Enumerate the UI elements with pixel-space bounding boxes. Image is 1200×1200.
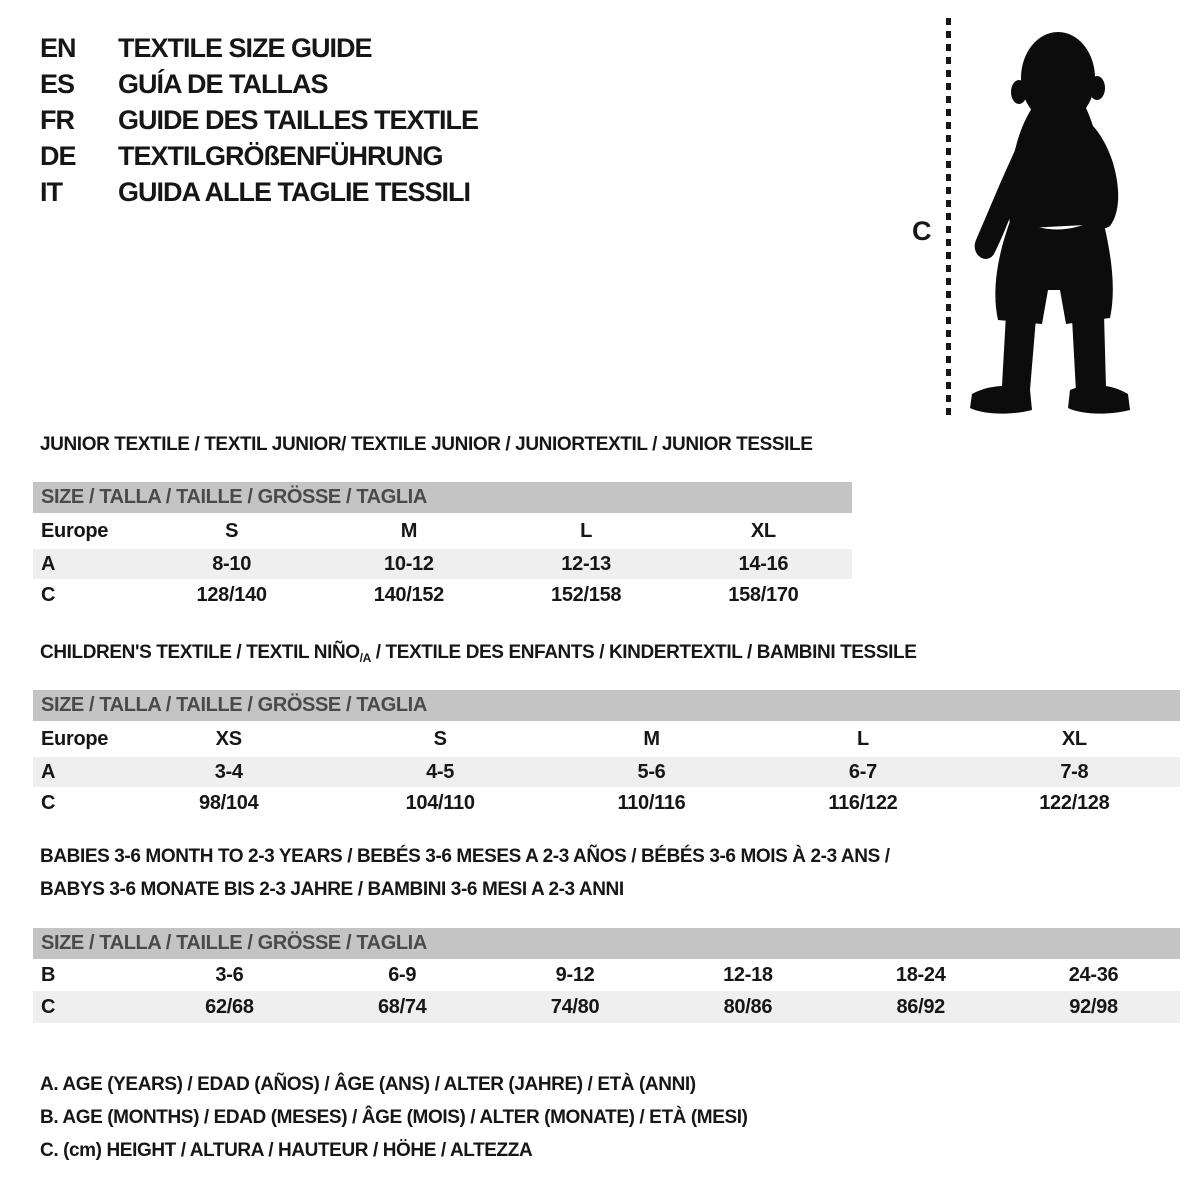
table-cell: 74/80	[550, 995, 600, 1018]
table-cell: 24-36	[1068, 963, 1119, 986]
table-cell: 5-6	[637, 760, 666, 783]
row-label: B	[41, 963, 56, 986]
size-header-label: SIZE / TALLA / TAILLE / GRÖSSE / TAGLIA	[41, 694, 427, 716]
row-label: C	[41, 995, 56, 1018]
baby-silhouette-image	[966, 18, 1136, 421]
table-cell: 62/68	[205, 995, 254, 1018]
table-cell: 14-16	[738, 552, 789, 575]
table-cell: 9-12	[555, 963, 595, 986]
column-header: L	[856, 727, 869, 750]
table-cell: 116/122	[828, 791, 898, 814]
column-header: L	[580, 519, 593, 542]
table-cell: 6-9	[388, 963, 417, 986]
table-cell: 10-12	[384, 552, 434, 575]
column-header: M	[643, 727, 660, 750]
table-cell: 68/74	[377, 995, 427, 1018]
table-cell: 86/92	[896, 995, 945, 1018]
babies-section-title	[40, 840, 890, 906]
babies-title-line1: BABIES 3-6 MONTH TO 2-3 YEARS / BEBÉS 3-6 MESES A 2-3 AÑOS / BÉBÉS 3-6 MOIS À 2-3 ANS /	[40, 846, 890, 867]
row-label: A	[41, 760, 56, 783]
region-label: Europe	[41, 519, 109, 542]
column-header: M	[400, 519, 418, 542]
language-title: TEXTILGRÖßENFÜHRUNG	[118, 140, 443, 171]
language-row-es	[40, 66, 478, 102]
language-code: EN	[40, 32, 76, 63]
row-label: C	[41, 583, 56, 606]
language-code: IT	[40, 176, 62, 207]
table-cell: 92/98	[1069, 995, 1118, 1018]
junior-age-row	[33, 549, 852, 579]
column-header: XL	[1061, 727, 1087, 750]
language-title: GUÍA DE TALLAS	[118, 68, 328, 99]
measure-legend	[40, 1068, 748, 1167]
language-code: FR	[40, 104, 74, 135]
children-header-row	[33, 721, 1180, 757]
table-cell: 6-7	[848, 760, 877, 783]
size-header-label: SIZE / TALLA / TAILLE / GRÖSSE / TAGLIA	[41, 486, 427, 508]
table-cell: 152/158	[551, 583, 622, 606]
language-title: GUIDE DES TAILLES TEXTILE	[118, 104, 479, 135]
size-header-label: SIZE / TALLA / TAILLE / GRÖSSE / TAGLIA	[41, 932, 427, 954]
language-code: DE	[40, 140, 76, 171]
children-size-table	[33, 690, 1180, 819]
table-cell: 122/128	[1039, 791, 1110, 814]
table-cell: 80/86	[723, 995, 773, 1018]
table-cell: 8-10	[212, 552, 252, 575]
table-cell: 7-8	[1060, 760, 1089, 783]
table-cell: 140/152	[373, 583, 444, 606]
babies-title-line2: BABYS 3-6 MONATE BIS 2-3 JAHRE / BAMBINI 3-6 MESI A 2-3 ANNI	[40, 879, 624, 900]
table-cell: 3-4	[214, 760, 243, 783]
table-cell: 110/116	[617, 791, 686, 814]
size-header-bar	[33, 690, 1180, 721]
column-header: S	[225, 519, 239, 542]
language-row-it	[40, 174, 478, 210]
size-header-bar	[33, 928, 1180, 959]
language-row-de	[40, 138, 478, 174]
junior-size-table	[33, 482, 852, 611]
table-cell: 98/104	[199, 791, 259, 814]
language-title: TEXTILE SIZE GUIDE	[118, 32, 372, 63]
language-title-list	[40, 30, 478, 210]
column-header: XL	[750, 519, 776, 542]
language-title: GUIDA ALLE TAGLIE TESSILI	[118, 176, 470, 207]
junior-header-row	[33, 513, 852, 549]
height-measure-dashed-line	[946, 18, 951, 415]
column-header: S	[433, 727, 447, 750]
language-row-en	[40, 30, 478, 66]
table-cell: 12-18	[723, 963, 773, 986]
babies-height-row	[33, 991, 1180, 1023]
babies-age-row	[33, 959, 1180, 991]
row-label: A	[41, 552, 56, 575]
table-cell: 18-24	[895, 963, 946, 986]
legend-age-months: B. AGE (MONTHS) / EDAD (MESES) / ÂGE (MOIS) / ALTER (MONATE) / ETÀ (MESI)	[40, 1106, 748, 1128]
region-label: Europe	[41, 727, 109, 750]
legend-age-years: A. AGE (YEARS) / EDAD (AÑOS) / ÂGE (ANS) / ALTER (JAHRE) / ETÀ (ANNI)	[40, 1073, 696, 1095]
row-label: C	[41, 791, 56, 814]
column-header: XS	[215, 727, 242, 750]
size-header-bar	[33, 482, 852, 513]
children-title-subscript: /A	[359, 651, 371, 665]
children-age-row	[33, 757, 1180, 787]
junior-section-title: JUNIOR TEXTILE / TEXTIL JUNIOR/ TEXTILE JUNIOR / JUNIORTEXTIL / JUNIOR TESSILE	[40, 434, 813, 455]
language-row-fr	[40, 102, 478, 138]
table-cell: 3-6	[215, 963, 244, 986]
table-cell: 128/140	[196, 583, 267, 606]
junior-height-row	[33, 579, 852, 611]
children-title-text: CHILDREN'S TEXTILE / TEXTIL NIÑO	[40, 642, 360, 663]
table-cell: 4-5	[426, 760, 455, 783]
children-title-text: / TEXTILE DES ENFANTS / KINDERTEXTIL / BAMBINI TESSILE	[370, 642, 917, 663]
table-cell: 12-13	[561, 552, 611, 575]
children-section-title	[40, 642, 916, 665]
table-cell: 104/110	[405, 791, 475, 814]
table-cell: 158/170	[728, 583, 799, 606]
children-height-row	[33, 787, 1180, 819]
legend-height-cm: C. (cm) HEIGHT / ALTURA / HAUTEUR / HÖHE / ALTEZZA	[40, 1139, 533, 1161]
height-measure-label: C	[912, 216, 932, 246]
language-code: ES	[40, 68, 75, 99]
babies-size-table	[33, 928, 1180, 1023]
